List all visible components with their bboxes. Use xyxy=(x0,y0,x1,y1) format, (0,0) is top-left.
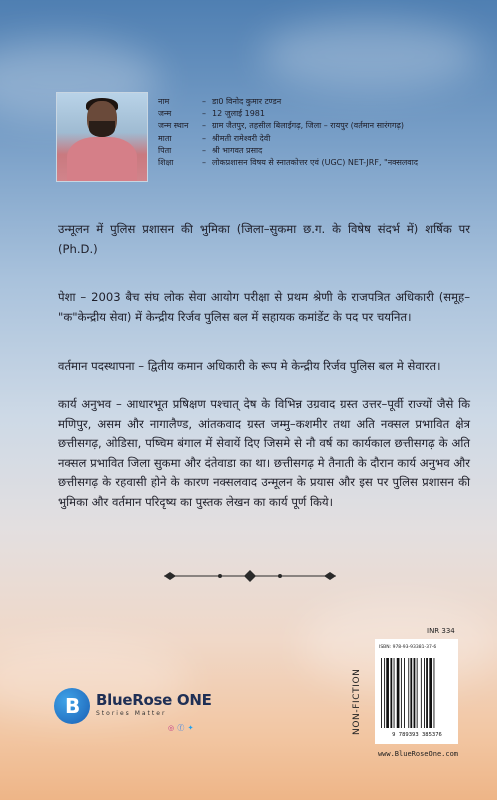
price-label: INR 334 xyxy=(427,627,455,635)
twitter-icon[interactable]: ✦ xyxy=(187,724,194,732)
isbn-text: ISBN: 978-93-93381-37-6 xyxy=(379,645,437,650)
publisher-tagline: Stories Matter xyxy=(96,710,167,717)
instagram-icon[interactable]: ◎ xyxy=(168,724,175,732)
profession-paragraph: पेशा – 2003 बैच संघ लोक सेवा आयोग परीक्षा से प्रथम श्रेणी के राजपत्रित अधिकारी (समूह– "क"केन्द्रीय सेवा) में केन्द्रीय रिर्जव पुलिस बल में सहायक कमांडेंट के पद पर चयनित। xyxy=(58,290,470,324)
experience-paragraph: कार्य अनुभव – आधारभूत प्रषिक्षण पश्चात् देष के विभिन्न उग्रवाद ग्रस्त उत्तर–पूर्वी राज्यों जैसे कि मणिपुर, असम और नागालैण्ड, आंतकवाद ग्रस्त जम्मु–कशमीर तथा अति नक्सल प्रभावित क्षेत्र छत्तीसगढ़, ओडिसा, पष्चिम बंगाल में सेवायें दिए जिसमे से नौ वर्ष का कार्यकाल छत्तीसगढ़ के अति नक्सल प्रभावित जिला सुकमा और दंतेवाडा का था। छत्तीसगढ़ मे तैनाती के दौरान कार्य अनुभव और छत्तीसगढ़ के रहवासी होने के कारण नक्सलवाद उन्मूलन के प्रयास और इस पर पुलिस प्रशासन की भुमिका और वर्तमान परिदृष्य का पुस्तक लेखन का कार्य पूर्ण किये। xyxy=(58,397,470,509)
bio-row-birthplace: जन्म स्थान – ग्राम जैतपुर, तहसील बिलाईगढ़, जिला – रायपुर (वर्तमान सारंगगढ़) xyxy=(158,121,405,131)
bio-row-father: पिता – श्री भागवत प्रसाद xyxy=(158,145,263,155)
publisher-name: BlueRose ONE xyxy=(96,691,212,709)
social-icons xyxy=(168,723,194,733)
barcode-number: 9 789393 385376 xyxy=(392,732,442,738)
bio-row-birth: जन्म – 12 जुलाई 1981 xyxy=(158,109,265,119)
thesis-paragraph: उन्मूलन में पुलिस प्रशासन की भुमिका (जिला–सुकमा छ.ग. के विषेष संदर्भ में) शर्षिक पर (Ph.D.) xyxy=(58,222,470,256)
cloud xyxy=(260,20,480,90)
ornament-divider-icon xyxy=(160,567,340,585)
bio-row-mother: माता – श्रीमती रामेश्वरी देवी xyxy=(158,133,271,143)
posting-paragraph: वर्तमान पदस्थापना – द्वितीय कमान अधिकारी के रूप मे केन्द्रीय रिर्जव पुलिस बल मे सेवारत। xyxy=(58,359,441,373)
category-label: NON-FICTION xyxy=(352,668,362,735)
publisher-website: www.BlueRoseOne.com xyxy=(377,750,459,758)
bluerose-logo-icon: B xyxy=(54,688,90,724)
barcode-icon xyxy=(381,658,453,728)
bio-row-education: शिक्षा – लोकप्रशासन विषय से स्नातकोत्तर एवं (UGC) NET-JRF, "नक्सलवाद xyxy=(158,158,419,168)
bio-row-name: नाम – डा0 विनोद कुमार टण्डन xyxy=(158,97,282,106)
author-bio xyxy=(158,96,418,169)
facebook-icon[interactable]: ⓕ xyxy=(177,724,185,732)
author-photo xyxy=(56,92,148,182)
